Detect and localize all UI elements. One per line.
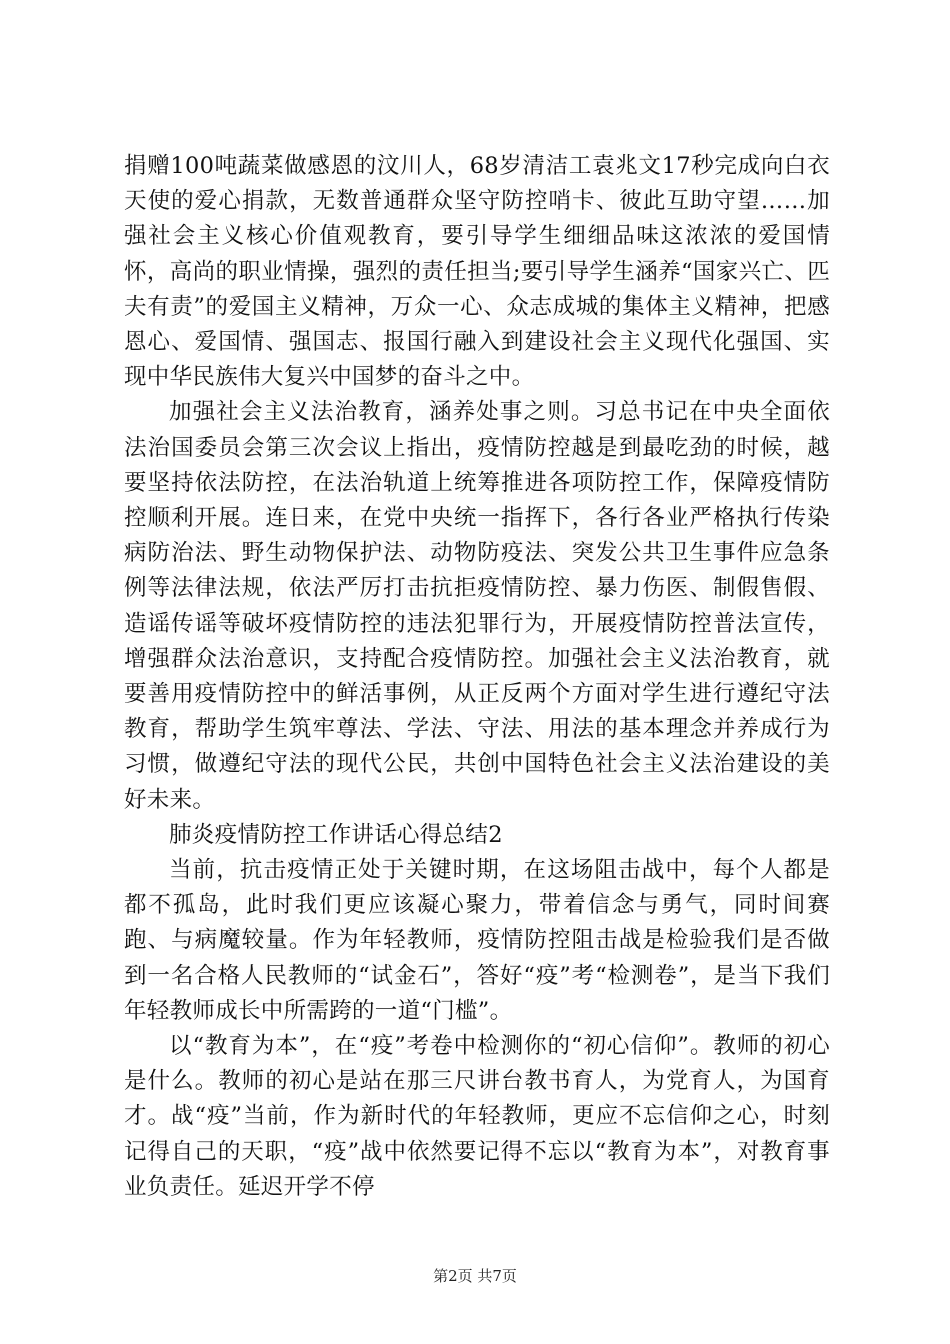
page-number-footer: 第2页 共7页 — [433, 1267, 517, 1285]
section-title: 肺炎疫情防控工作讲话心得总结2 — [169, 821, 503, 848]
paragraph-education-first: 以“教育为本”，在“疫”考卷中检测你的“初心信仰”。教师的初心是什么。教师的初心是站在那三尺讲台教书育人，为党育人，为国育才。战“疫”当前，作为新时代的年轻教师，更应不忘信仰之心，时刻记得自己的天职，“疫”战中依然要记得不忘以“教育为本”，对教育事业负责任。延迟开学不停 — [124, 1033, 830, 1200]
paragraph-rule-of-law-education: 加强社会主义法治教育，涵养处事之则。习总书记在中央全面依法治国委员会第三次会议上指出，疫情防控越是到最吃劲的时候，越要坚持依法防控，在法治轨道上统筹推进各项防控工作，保障疫情防控顺利开展。连日来，在党中央统一指挥下，各行各业严格执行传染病防治法、野生动物保护法、动物防疫法、突发公共卫生事件应急条例等法律法规，依法严厉打击抗拒疫情防控、暴力伤医、制假售假、造谣传谣等破坏疫情防控的违法犯罪行为，开展疫情防控普法宣传，增强群众法治意识，支持配合疫情防控。加强社会主义法治教育，就要善用疫情防控中的鲜活事例，从正反两个方面对学生进行遵纪守法教育，帮助学生筑牢尊法、学法、守法、用法的基本理念并养成行为习惯，做遵纪守法的现代公民，共创中国特色社会主义法治建设的美好未来。 — [124, 399, 830, 813]
paragraph-critical-period: 当前，抗击疫情正处于关键时期，在这场阻击战中，每个人都是都不孤岛，此时我们更应该凝心聚力，带着信念与勇气，同时间赛跑、与病魔较量。作为年轻教师，疫情防控阻击战是检验我们是否做到一名合格人民教师的“试金石”，答好“疫”考“检测卷”，是当下我们年轻教师成长中所需跨的一道“门槛”。 — [124, 857, 830, 1024]
document-body — [124, 149, 830, 1205]
paragraph-gratitude-patriotism: 捐赠100吨蔬菜做感恩的汶川人，68岁清洁工袁兆文17秒完成向白衣天使的爱心捐款，无数普通群众坚守防控哨卡、彼此互助守望……加强社会主义核心价值观教育，要引导学生细细品味这浓浓的爱国情怀，高尚的职业情操，强烈的责任担当;要引导学生涵养“国家兴亡、匹夫有责”的爱国主义精神，万众一心、众志成城的集体主义精神，把感恩心、爱国情、强国志、报国行融入到建设社会主义现代化强国、实现中华民族伟大复兴中国梦的奋斗之中。 — [124, 153, 830, 391]
